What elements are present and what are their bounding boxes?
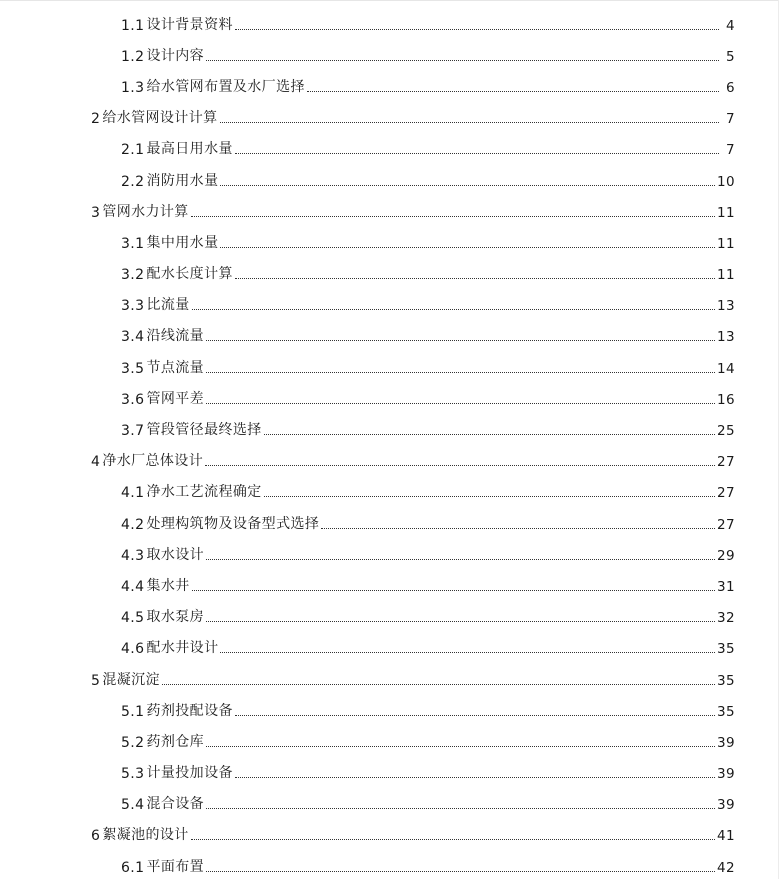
- toc-entry-line: [121, 856, 779, 876]
- toc-dot-leader: [264, 434, 715, 435]
- toc-dot-leader: [235, 278, 715, 279]
- toc-entry[interactable]: [0, 788, 779, 819]
- toc-entry-line: [121, 357, 779, 377]
- toc-dot-leader: [191, 216, 715, 217]
- toc-entry[interactable]: [0, 569, 779, 600]
- toc-entry-number: 2: [91, 111, 101, 128]
- toc-entry-title: 混合设备: [146, 796, 205, 813]
- toc-entry-number: 3.7: [121, 423, 145, 440]
- toc-entry[interactable]: [0, 476, 779, 507]
- toc-entry-page-number: 13: [717, 298, 735, 315]
- toc-entry-number: 3.1: [121, 235, 145, 252]
- toc-entry[interactable]: [0, 102, 779, 133]
- toc-dot-leader: [321, 528, 715, 529]
- toc-entry-number: 5.4: [121, 797, 145, 814]
- toc-dot-leader: [235, 29, 719, 30]
- page-top-edge: [0, 0, 779, 1]
- toc-entry[interactable]: [0, 133, 779, 164]
- toc-entry-number: 5.3: [121, 766, 145, 783]
- toc-entry[interactable]: [0, 663, 779, 694]
- toc-entry-page-number: 13: [717, 329, 735, 346]
- toc-entry-title: 絮凝池的设计: [102, 827, 189, 844]
- toc-entry-number: 4: [91, 454, 101, 471]
- toc-entry-title: 集中用水量: [146, 234, 219, 251]
- toc-entry[interactable]: [0, 694, 779, 725]
- toc-entry[interactable]: [0, 226, 779, 257]
- toc-entry-title: 净水厂总体设计: [102, 453, 204, 470]
- toc-entry-title: 药剂仓库: [146, 733, 205, 750]
- toc-entry-line: [121, 14, 779, 34]
- toc-entry-page-number: 16: [717, 391, 735, 408]
- toc-entry-line: [121, 606, 779, 626]
- toc-entry-line: [121, 700, 779, 720]
- toc-entry-page-number: 4: [726, 17, 735, 34]
- toc-entry-number: 2.1: [121, 142, 145, 159]
- toc-entry-title: 节点流量: [146, 359, 205, 376]
- toc-entry-line: [91, 669, 779, 689]
- toc-entry-page-number: 27: [717, 516, 735, 533]
- toc-dot-leader: [206, 372, 715, 373]
- toc-entry[interactable]: [0, 632, 779, 663]
- toc-entry-number: 1.1: [121, 17, 145, 34]
- toc-entry-number: 4.5: [121, 610, 145, 627]
- toc-entry-title: 平面布置: [146, 858, 205, 875]
- toc-entry-number: 4.1: [121, 485, 145, 502]
- toc-entry-line: [121, 45, 779, 65]
- toc-entry-number: 4.6: [121, 641, 145, 658]
- toc-entry-title: 取水泵房: [146, 609, 205, 626]
- toc-dot-leader: [206, 559, 715, 560]
- toc-entry-page-number: 11: [717, 204, 735, 221]
- toc-entry-page-number: 27: [717, 454, 735, 471]
- toc-entry[interactable]: [0, 39, 779, 70]
- toc-entry-line: [91, 107, 779, 127]
- toc-entry-number: 2.2: [121, 173, 145, 190]
- toc-entry-page-number: 10: [717, 173, 735, 190]
- toc-entry-line: [121, 263, 779, 283]
- toc-dot-leader: [192, 590, 715, 591]
- toc-entry-title: 设计背景资料: [146, 16, 233, 33]
- toc-entry-line: [121, 388, 779, 408]
- toc-entry-page-number: 41: [717, 828, 735, 845]
- toc-entry-title: 设计内容: [146, 47, 205, 64]
- toc-entry[interactable]: [0, 164, 779, 195]
- toc-entry-page-number: 7: [726, 111, 735, 128]
- toc-entry[interactable]: [0, 819, 779, 850]
- toc-entry-page-number: 27: [717, 485, 735, 502]
- toc-entry-page-number: 11: [717, 267, 735, 284]
- toc-dot-leader: [235, 153, 719, 154]
- toc-dot-leader: [307, 91, 719, 92]
- toc-entry-number: 3.3: [121, 298, 145, 315]
- toc-entry-page-number: 25: [717, 423, 735, 440]
- toc-entry[interactable]: [0, 382, 779, 413]
- toc-dot-leader: [206, 871, 715, 872]
- toc-entry-page-number: 6: [726, 79, 735, 96]
- toc-entry[interactable]: [0, 601, 779, 632]
- toc-entry-title: 管网平差: [146, 390, 205, 407]
- toc-dot-leader: [162, 684, 715, 685]
- toc-entry-title: 配水长度计算: [146, 266, 233, 283]
- toc-entry-line: [121, 481, 779, 501]
- toc-entry-line: [121, 170, 779, 190]
- toc-entry[interactable]: [0, 289, 779, 320]
- toc-entry[interactable]: [0, 507, 779, 538]
- toc-entry-number: 1.3: [121, 79, 145, 96]
- toc-entry-number: 6: [91, 828, 101, 845]
- toc-dot-leader: [235, 777, 715, 778]
- toc-entry-page-number: 35: [717, 672, 735, 689]
- toc-entry-title: 给水管网设计计算: [102, 110, 218, 127]
- toc-entry-title: 沿线流量: [146, 328, 205, 345]
- toc-dot-leader: [206, 403, 715, 404]
- toc-entry-line: [121, 138, 779, 158]
- toc-entry-line: [121, 575, 779, 595]
- toc-entry-number: 5.1: [121, 703, 145, 720]
- toc-entry-line: [121, 294, 779, 314]
- toc-dot-leader: [206, 621, 715, 622]
- toc-dot-leader: [220, 122, 719, 123]
- toc-entry-line: [121, 325, 779, 345]
- toc-entry-page-number: 35: [717, 703, 735, 720]
- toc-dot-leader: [205, 465, 715, 466]
- toc-entry[interactable]: [0, 320, 779, 351]
- toc-entry-page-number: 39: [717, 797, 735, 814]
- toc-entry-title: 净水工艺流程确定: [146, 484, 262, 501]
- toc-entry-line: [121, 419, 779, 439]
- toc-entry-title: 最高日用水量: [146, 141, 233, 158]
- toc-entry-page-number: 7: [726, 142, 735, 159]
- toc-entry-page-number: 39: [717, 734, 735, 751]
- toc-entry-number: 1.2: [121, 48, 145, 65]
- toc-entry-line: [91, 201, 779, 221]
- toc-entry-title: 消防用水量: [146, 172, 219, 189]
- toc-entry-number: 5: [91, 672, 101, 689]
- toc-entry-number: 4.4: [121, 578, 145, 595]
- toc-entry-page-number: 35: [717, 641, 735, 658]
- toc-dot-leader: [191, 839, 715, 840]
- toc-dot-leader: [264, 496, 715, 497]
- toc-entry-title: 管网水力计算: [102, 203, 189, 220]
- toc-entry-page-number: 31: [717, 578, 735, 595]
- toc-entry-line: [91, 450, 779, 470]
- toc-dot-leader: [220, 652, 715, 653]
- toc-dot-leader: [206, 60, 719, 61]
- toc-entry[interactable]: [0, 8, 779, 39]
- toc-entry[interactable]: [0, 351, 779, 382]
- toc-entry-line: [121, 513, 779, 533]
- toc-entry-number: 6.1: [121, 859, 145, 876]
- toc-dot-leader: [192, 309, 715, 310]
- toc-entry-title: 配水井设计: [146, 640, 219, 657]
- toc-entry[interactable]: [0, 413, 779, 444]
- toc-dot-leader: [206, 746, 715, 747]
- toc-entry[interactable]: [0, 757, 779, 788]
- toc-entry-page-number: 42: [717, 859, 735, 876]
- toc-entry-line: [121, 637, 779, 657]
- toc-entry[interactable]: [0, 70, 779, 101]
- toc-entry[interactable]: [0, 445, 779, 476]
- toc-entry-number: 4.2: [121, 516, 145, 533]
- toc-entry-title: 计量投加设备: [146, 765, 233, 782]
- toc-entry-number: 3: [91, 204, 101, 221]
- toc-entry-title: 混凝沉淀: [102, 671, 160, 688]
- toc-entry-page-number: 5: [726, 48, 735, 65]
- toc-entry-title: 管段管径最终选择: [146, 422, 262, 439]
- toc-entry-page-number: 14: [717, 360, 735, 377]
- toc-entry[interactable]: [0, 725, 779, 756]
- toc-entry-line: [121, 544, 779, 564]
- toc-entry-title: 集水井: [146, 577, 190, 594]
- toc-dot-leader: [206, 808, 715, 809]
- toc-entry-line: [121, 731, 779, 751]
- toc-entry-line: [121, 793, 779, 813]
- toc-entry[interactable]: [0, 538, 779, 569]
- toc-entry-number: 3.6: [121, 391, 145, 408]
- toc-dot-leader: [235, 715, 715, 716]
- toc-dot-leader: [206, 340, 715, 341]
- toc-entry-title: 比流量: [146, 297, 190, 314]
- toc-entry-page-number: 32: [717, 610, 735, 627]
- toc-entry-number: 5.2: [121, 734, 145, 751]
- table-of-contents: [0, 8, 779, 881]
- toc-entry-number: 3.4: [121, 329, 145, 346]
- toc-entry[interactable]: [0, 850, 779, 881]
- toc-entry-line: [121, 76, 779, 96]
- toc-entry-number: 4.3: [121, 547, 145, 564]
- toc-entry-title: 药剂投配设备: [146, 702, 233, 719]
- toc-dot-leader: [220, 185, 715, 186]
- toc-entry[interactable]: [0, 195, 779, 226]
- toc-entry-number: 3.5: [121, 360, 145, 377]
- toc-entry-title: 给水管网布置及水厂选择: [146, 78, 305, 95]
- toc-entry-line: [121, 762, 779, 782]
- toc-dot-leader: [220, 247, 715, 248]
- toc-entry-title: 取水设计: [146, 546, 205, 563]
- toc-entry-page-number: 29: [717, 547, 735, 564]
- toc-entry-line: [121, 232, 779, 252]
- toc-entry-line: [91, 824, 779, 844]
- toc-entry-page-number: 39: [717, 766, 735, 783]
- toc-entry-title: 处理构筑物及设备型式选择: [146, 515, 320, 532]
- toc-entry[interactable]: [0, 258, 779, 289]
- toc-entry-page-number: 11: [717, 235, 735, 252]
- toc-entry-number: 3.2: [121, 267, 145, 284]
